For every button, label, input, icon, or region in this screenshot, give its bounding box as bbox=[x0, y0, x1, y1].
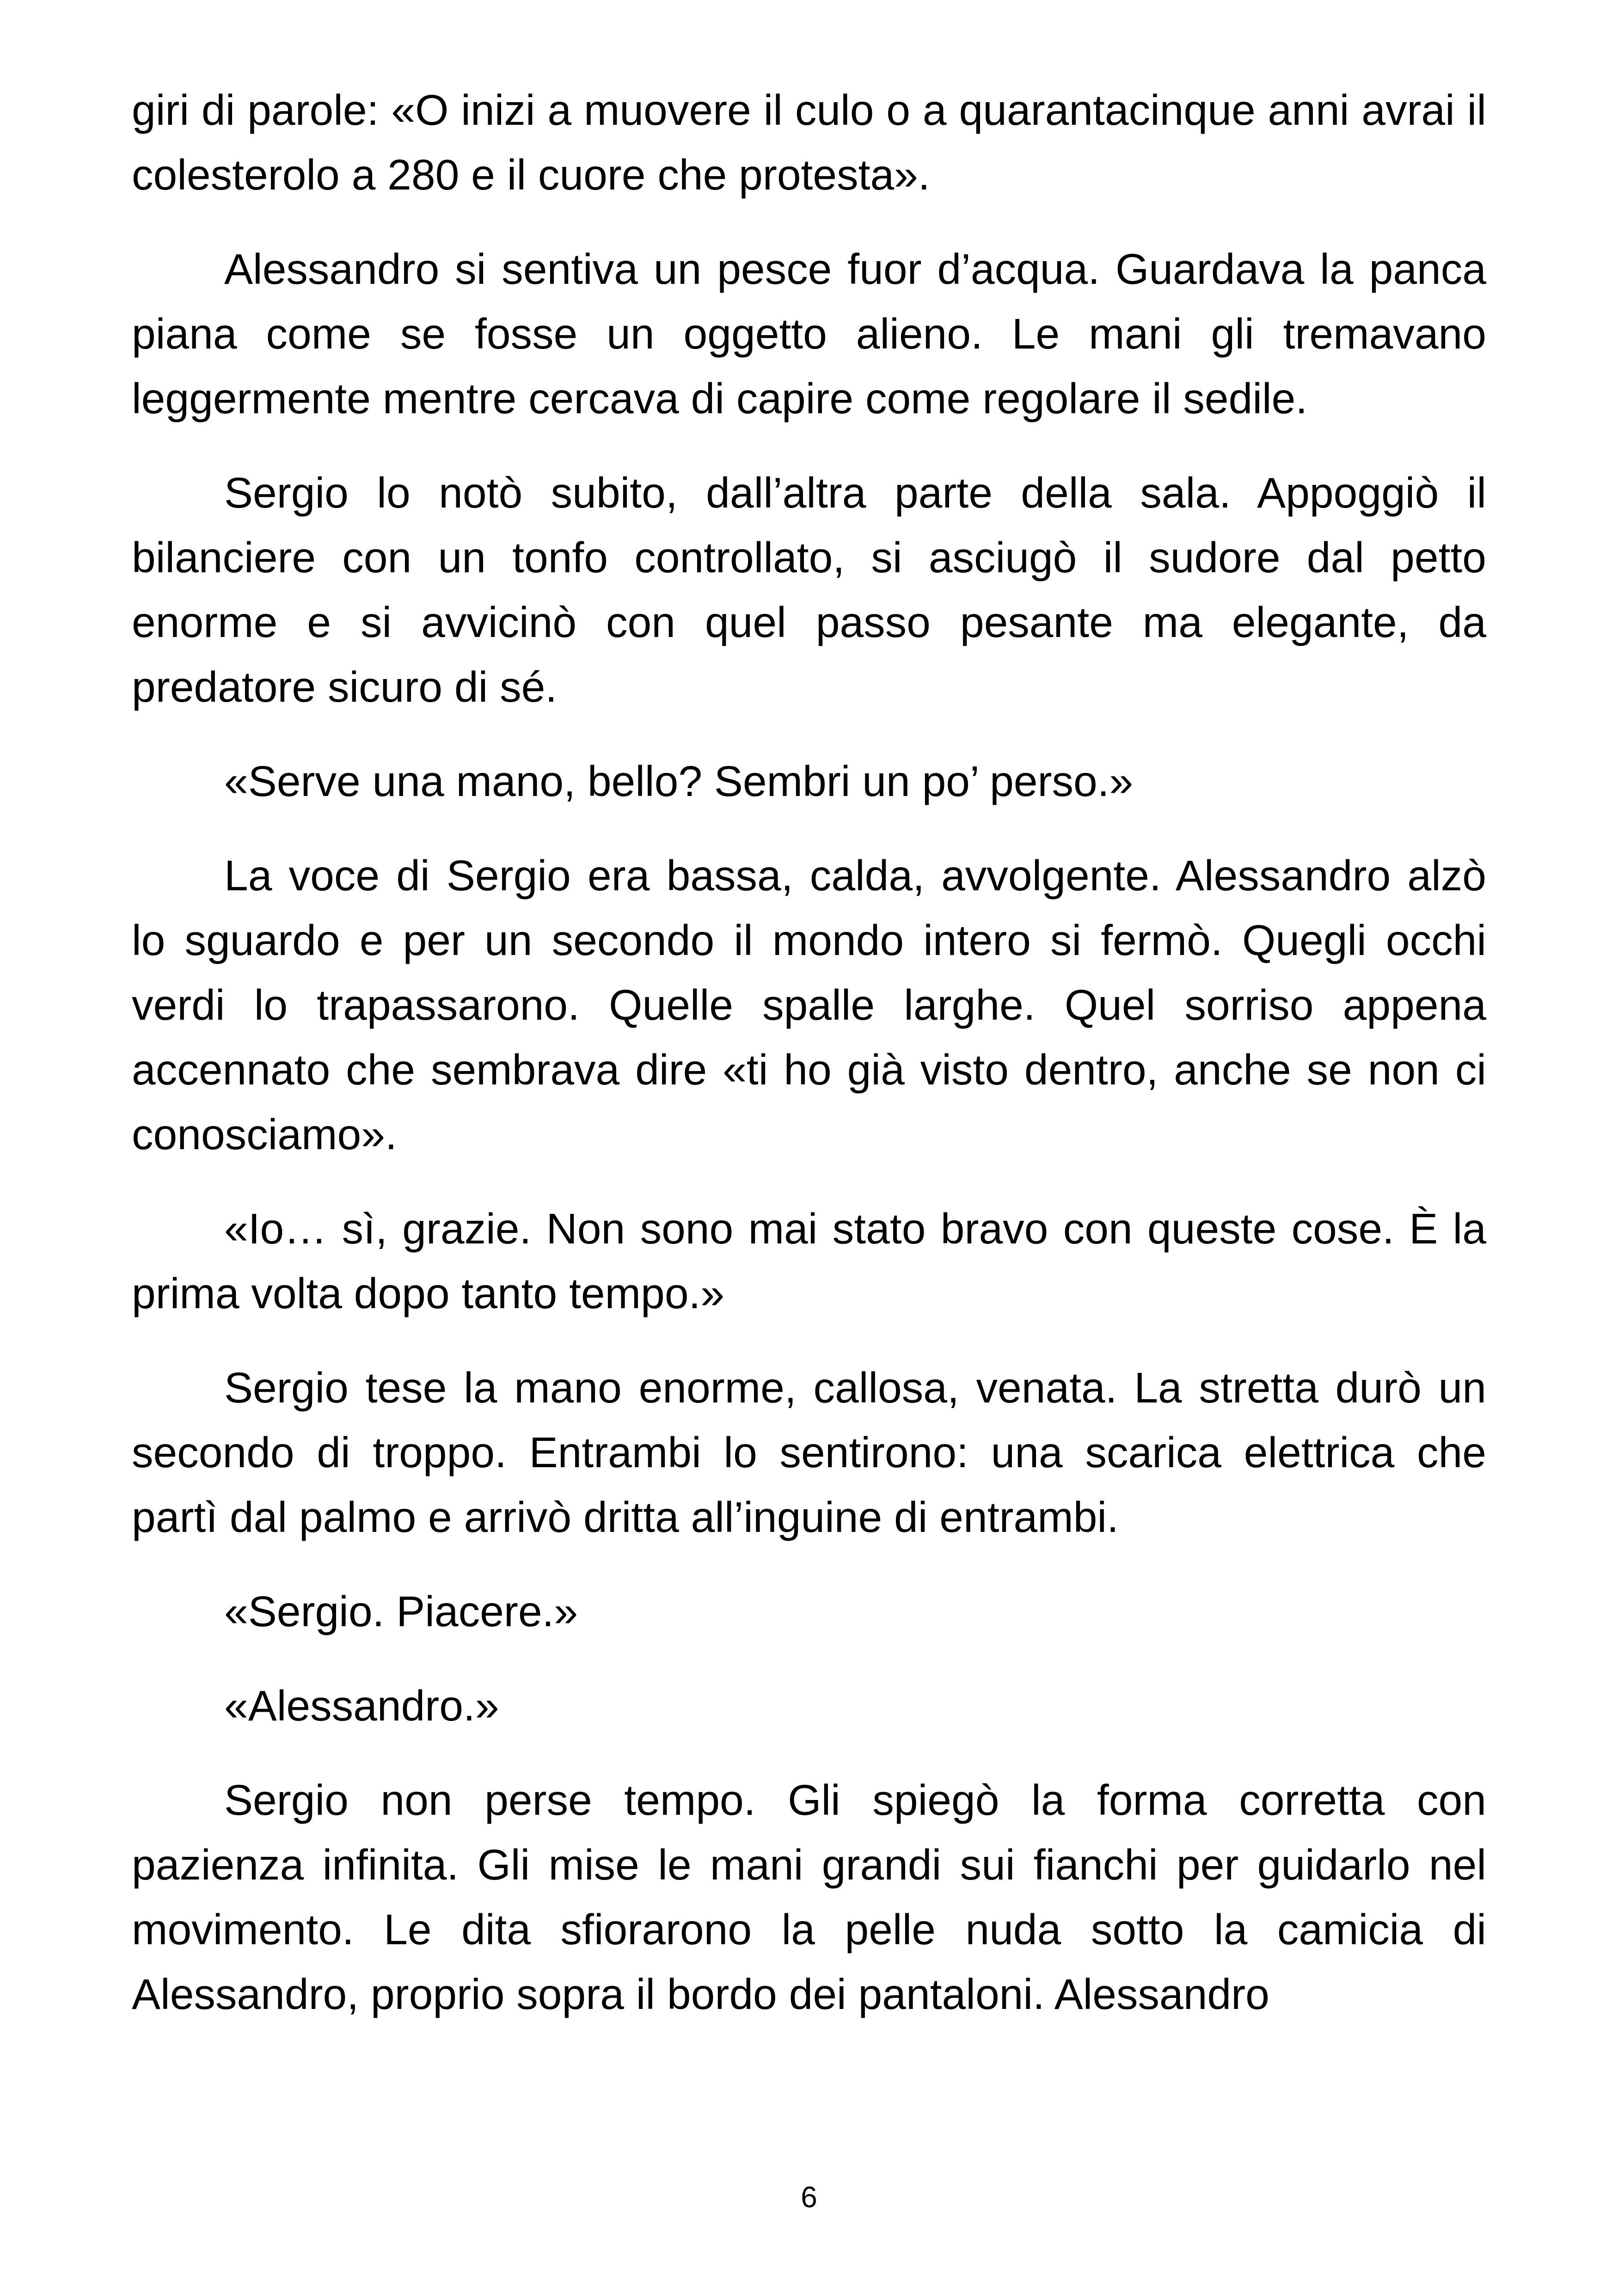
paragraph-2: Alessandro si sentiva un pesce fuor d’acqua. Guardava la panca piana come se fosse un oggetto alieno. Le mani gli tremavano leggermente mentre cercava di capire come regolare il sedile. bbox=[132, 245, 1486, 422]
page-number: 6 bbox=[801, 2180, 817, 2214]
paragraph-8: «Sergio. Piacere.» bbox=[224, 1587, 578, 1635]
paragraph-5: La voce di Sergio era bassa, calda, avvolgente. Alessandro alzò lo sguardo e per un secondo il mondo intero si fermò. Quegli occhi verdi lo trapassarono. Quelle spalle larghe. Quel sorriso appena accennato che sembrava dire «ti ho già visto dentro, anche se non ci conosciamo». bbox=[132, 851, 1486, 1158]
page-body bbox=[132, 78, 1486, 2056]
paragraph-1: giri di parole: «O inizi a muovere il culo o a quarantacinque anni avrai il colesterolo a 280 e il cuore che protesta». bbox=[132, 86, 1486, 199]
paragraph-6: «Io… sì, grazie. Non sono mai stato bravo con queste cose. È la prima volta dopo tanto tempo.» bbox=[132, 1205, 1486, 1317]
paragraph-7: Sergio tese la mano enorme, callosa, venata. La stretta durò un secondo di troppo. Entrambi lo sentirono: una scarica elettrica che partì dal palmo e arrivò dritta all’inguine di entrambi. bbox=[132, 1364, 1486, 1541]
paragraph-3: Sergio lo notò subito, dall’altra parte della sala. Appoggiò il bilanciere con un tonfo controllato, si asciugò il sudore dal petto enorme e si avvicinò con quel passo pesante ma elegante, da predatore sicuro di sé. bbox=[132, 469, 1486, 711]
paragraph-10: Sergio non perse tempo. Gli spiegò la forma corretta con pazienza infinita. Gli mise le mani grandi sui fianchi per guidarlo nel movimento. Le dita sfiorarono la pelle nuda sotto la camicia di Alessandro, proprio sopra il bordo dei pantaloni. Alessandro bbox=[132, 1776, 1486, 2018]
paragraph-9: «Alessandro.» bbox=[224, 1682, 499, 1730]
paragraph-4: «Serve una mano, bello? Sembri un po’ perso.» bbox=[224, 757, 1134, 805]
